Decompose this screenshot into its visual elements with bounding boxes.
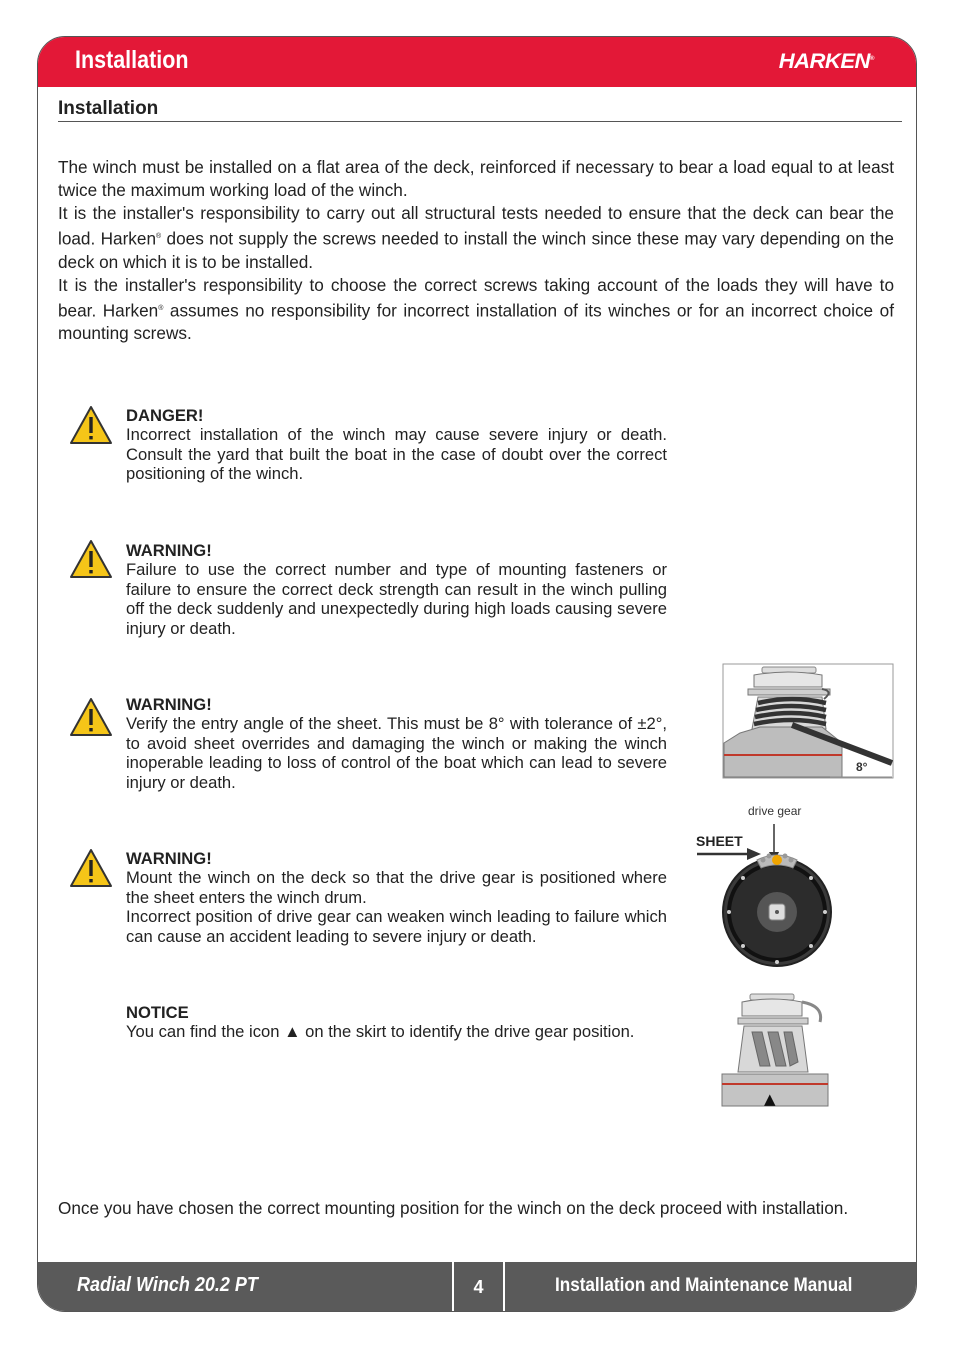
note-body-2: Incorrect position of drive gear can weaken winch leading to failure which can cause an accident leading to severe injury or death. — [126, 907, 667, 946]
note-body: Incorrect installation of the winch may cause severe injury or death. Consult the yard that built the boat in the case of doubt over the correct positioning of the winch. — [126, 425, 667, 484]
note-body: You can find the icon ▲ on the skirt to identify the drive gear position. — [126, 1022, 635, 1042]
angle-label: 8° — [856, 760, 868, 774]
harken-logo: HARKEN® — [778, 50, 875, 73]
note-body: Verify the entry angle of the sheet. This must be 8° with tolerance of ±2°, to avoid sheet overrides and damaging the winch or making the winch inoperable leading to loss of control of the boat which can lead to severe injury or death. — [126, 714, 667, 792]
note-title: NOTICE — [126, 1003, 189, 1022]
triangle-up-icon: ▲ — [764, 1090, 776, 1108]
sheet-label: SHEET — [696, 833, 743, 849]
warning-triangle-icon — [69, 848, 113, 888]
header-bar — [38, 37, 916, 87]
winch-top-view-figure — [693, 820, 843, 968]
warning-note-sheet-angle — [126, 695, 667, 792]
outro-text: Once you have chosen the correct mounting position for the winch on the deck proceed with installation. — [58, 1198, 849, 1218]
intro-paragraph-1: The winch must be installed on a flat area of the deck, reinforced if necessary to bear a load equal to at least twice the maximum working load of the winch. — [58, 157, 894, 200]
section-title: Installation — [58, 98, 159, 119]
page-frame — [37, 36, 917, 1312]
footer-manual-title: Installation and Maintenance Manual — [555, 1275, 853, 1296]
note-body: Mount the winch on the deck so that the drive gear is positioned where the sheet enters the winch drum. — [126, 868, 667, 907]
note-title: WARNING! — [126, 541, 212, 560]
intro-text — [58, 156, 894, 345]
notice-note — [126, 1003, 667, 1042]
section-divider — [58, 121, 902, 122]
warning-triangle-icon — [69, 539, 113, 579]
intro-paragraph-2: It is the installer's responsibility to carry out all structural tests needed to ensure that the deck can bear the load. Harken® does not supply the screws needed to install the winch since these may vary depending on the deck on which it is to be installed. — [58, 203, 894, 272]
footer-product: Radial Winch 20.2 PT — [77, 1274, 258, 1296]
footer-bar — [38, 1262, 916, 1311]
header-title: Installation — [75, 46, 189, 74]
triangle-up-icon: ▲ — [284, 1022, 301, 1042]
warning-triangle-icon — [69, 405, 113, 445]
winch-sheet-angle-figure — [722, 663, 894, 779]
warning-note-fasteners — [126, 541, 667, 638]
note-title: DANGER! — [126, 406, 204, 425]
footer-page-number: 4 — [452, 1262, 505, 1311]
warning-note-drive-gear — [126, 849, 667, 946]
intro-paragraph-3: It is the installer's responsibility to choose the correct screws taking account of the loads they will have to bear. Harken® assumes no responsibility for incorrect installation of its winches or for an incorrect choice of mounting screws. — [58, 274, 894, 344]
danger-note — [126, 406, 667, 484]
drive-gear-label: drive gear — [748, 804, 802, 818]
note-title: WARNING! — [126, 695, 212, 714]
winch-skirt-figure — [720, 992, 830, 1108]
note-body: Failure to use the correct number and type of mounting fasteners or failure to ensure the correct deck strength can result in the winch pulling off the deck suddenly and unexpectedly during high loads causing severe injury or death. — [126, 560, 667, 638]
warning-triangle-icon — [69, 697, 113, 737]
note-title: WARNING! — [126, 849, 212, 868]
